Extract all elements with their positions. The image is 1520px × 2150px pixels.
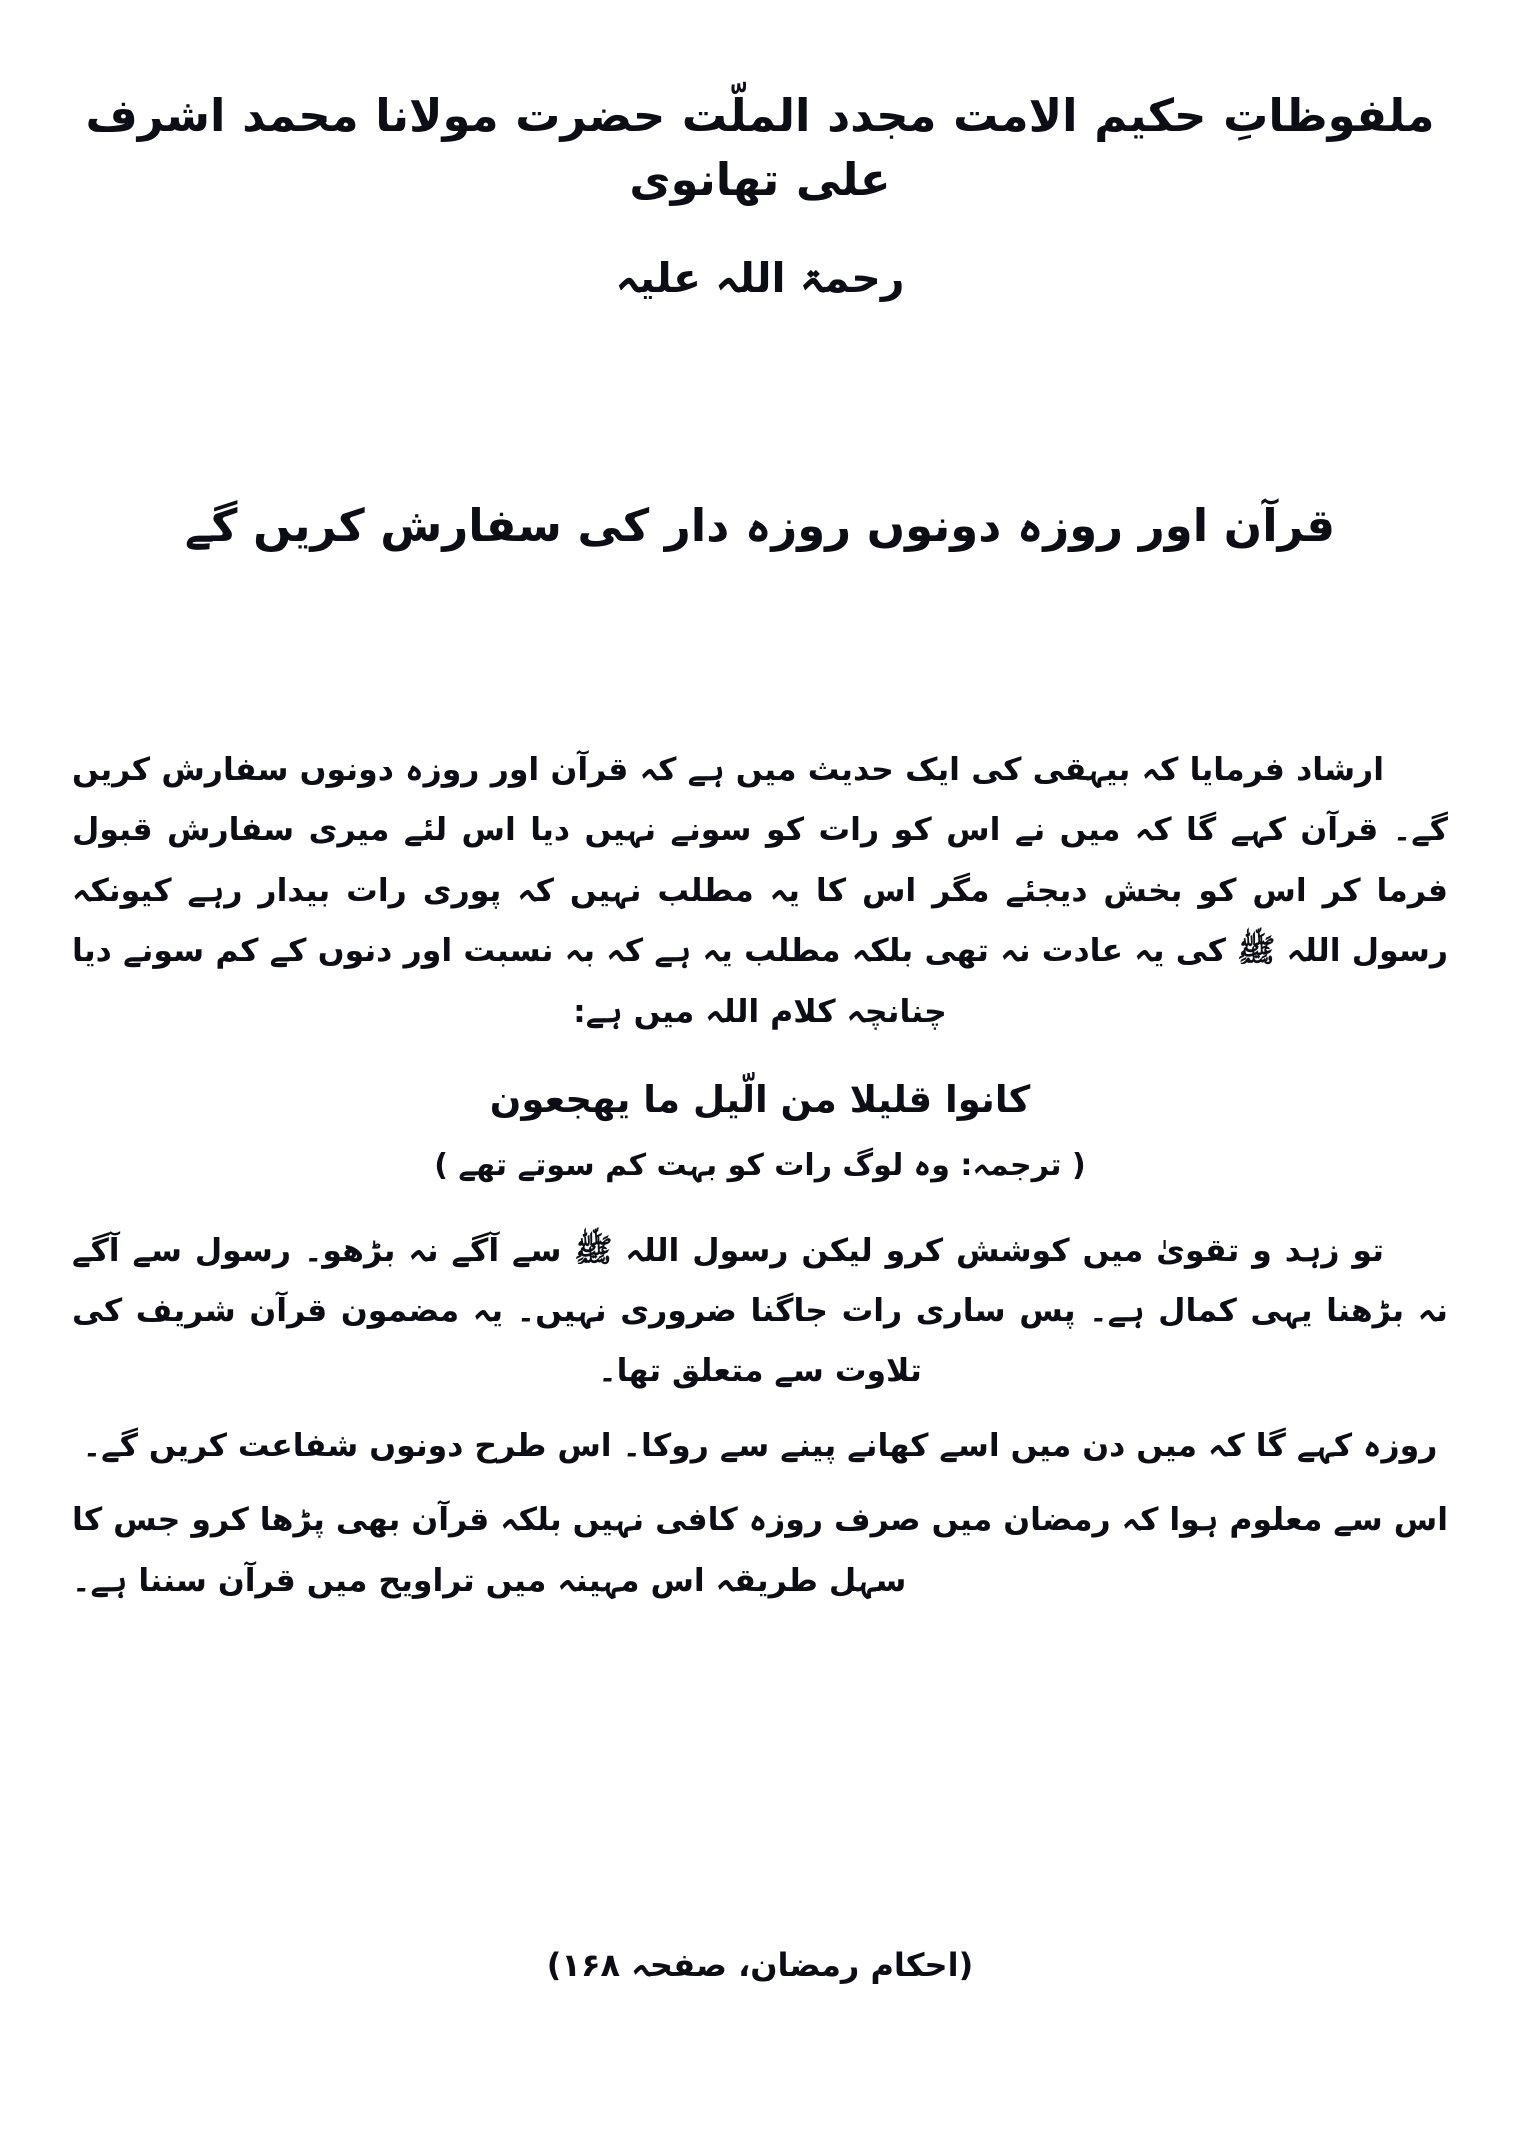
body-paragraph-2: تو زہد و تقویٰ میں کوشش کرو لیکن رسول اللہ ﷺ سے آگے نہ بڑھو۔ رسول سے آگے نہ بڑھنا یہی کمال ہے۔ پس ساری رات جاگنا ضروری نہیں۔ یہ مضمون قرآن شریف کی تلاوت سے متعلق تھا۔ xyxy=(72,1232,1448,1390)
page-content-area xyxy=(72,0,1448,2150)
body-paragraph-1: ارشاد فرمایا کہ بیہقی کی ایک حدیث میں ہے کہ قرآن اور روزہ دونوں سفارش کریں گے۔ قرآن کہے گا کہ میں نے اس کو رات کو سونے نہیں دیا اس لئے میری سفارش قبول فرما کر اس کو بخش دیجئے مگر اس کا یہ مطلب نہیں کہ پوری رات بیدار رہے کیونکہ رسول اللہ ﷺ کی یہ عادت نہ تھی بلکہ مطلب یہ ہے کہ بہ نسبت اور دنوں کے کم سونے دیا چنانچہ کلام اللہ میں ہے: xyxy=(72,752,1448,1030)
section-heading: قرآن اور روزہ دونوں روزہ دار کی سفارش کریں گے xyxy=(184,499,1336,552)
body-paragraph-4: اس سے معلوم ہوا کہ رمضان میں صرف روزہ کافی نہیں بلکہ قرآن بھی پڑھا کرو جس کا سہل طریقہ اس مہینہ میں تراویح میں قرآن سننا ہے۔ xyxy=(72,1502,1448,1599)
quote-translation: ( ترجمہ: وہ لوگ رات کو بہت کم سوتے تھے ) xyxy=(434,1147,1086,1183)
document-title-honorific: رحمۃ اللہ علیہ xyxy=(615,253,905,302)
source-citation: (احکام رمضان، صفحہ ۱۶۸) xyxy=(546,1946,974,1984)
title-block xyxy=(72,84,1448,307)
arabic-quote: کانوا قلیلا من الّیل ما یھجعون xyxy=(489,1078,1031,1122)
body-block xyxy=(72,740,1448,1625)
body-paragraph-3: روزہ کہے گا کہ میں دن میں اسے کھانے پینے سے روکا۔ اس طرح دونوں شفاعت کریں گے۔ xyxy=(82,1427,1438,1464)
document-title: ملفوظاتِ حکیم الامت مجدد الملّت حضرت مولانا محمد اشرف علی تھانوی xyxy=(85,89,1435,206)
